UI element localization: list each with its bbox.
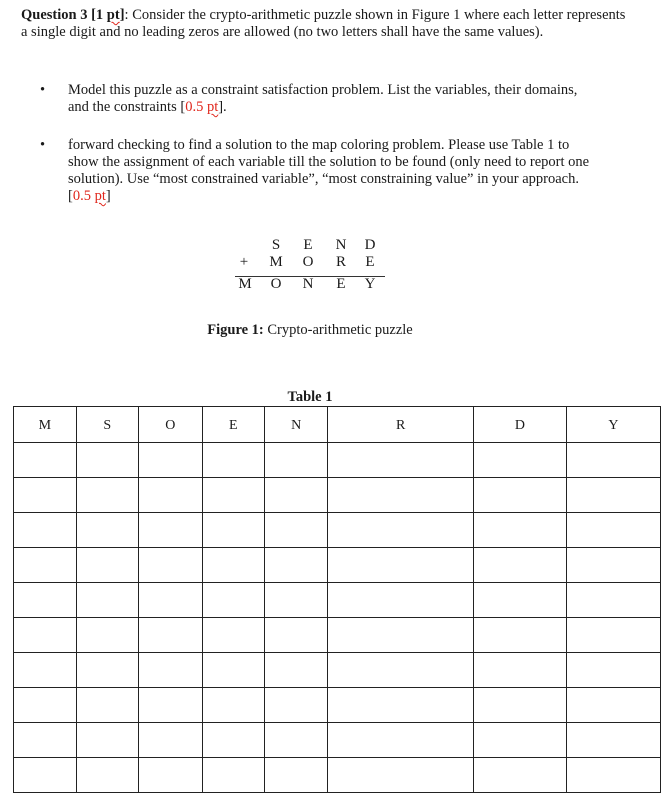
puzzle-row-more: [232, 254, 386, 271]
table-row: [14, 583, 661, 618]
puzzle-letter: E: [336, 276, 346, 292]
bullet-text: Model this puzzle as a constraint satisfaction problem. List the variables, their domains, and the constraints [0.5 pt].: [68, 82, 578, 115]
table-cell-d[interactable]: [473, 618, 566, 653]
table-cell-m[interactable]: [14, 618, 77, 653]
table-cell-o[interactable]: [139, 513, 202, 548]
table-cell-r[interactable]: [328, 583, 473, 618]
table-cell-m[interactable]: [14, 688, 77, 723]
question-title: Question 3 [1 pt]: [21, 7, 125, 23]
table-cell-n[interactable]: [264, 723, 327, 758]
table-cell-s[interactable]: [76, 758, 138, 793]
table-cell-e[interactable]: [202, 758, 264, 793]
table-cell-o[interactable]: [139, 548, 202, 583]
puzzle-letter: M: [269, 254, 283, 270]
puzzle-operator: +: [239, 254, 249, 270]
bullet-dot: •: [40, 82, 46, 98]
table-cell-e[interactable]: [202, 548, 264, 583]
header-cell-s: S: [76, 407, 138, 443]
puzzle-letter: O: [270, 276, 282, 292]
table-cell-r[interactable]: [328, 513, 473, 548]
table-cell-m[interactable]: [14, 478, 77, 513]
table-title: Table 1: [287, 389, 333, 405]
points-value: 0.5 pt: [72, 188, 106, 204]
table-cell-d[interactable]: [473, 548, 566, 583]
table-cell-o[interactable]: [139, 758, 202, 793]
table-cell-e[interactable]: [202, 688, 264, 723]
header-cell-y: Y: [566, 407, 660, 443]
table-cell-s[interactable]: [76, 723, 138, 758]
table-cell-o[interactable]: [139, 723, 202, 758]
table-cell-m[interactable]: [14, 583, 77, 618]
points-value: 0.5 pt: [185, 99, 219, 115]
table-cell-e[interactable]: [202, 583, 264, 618]
table-cell-m[interactable]: [14, 723, 77, 758]
table-cell-e[interactable]: [202, 653, 264, 688]
table-row: [14, 548, 661, 583]
table-cell-r[interactable]: [328, 478, 473, 513]
header-cell-o: O: [139, 407, 202, 443]
assignment-table: [13, 406, 661, 793]
table-cell-m[interactable]: [14, 513, 77, 548]
puzzle-letter: R: [335, 254, 346, 270]
table-cell-d[interactable]: [473, 653, 566, 688]
header-cell-d: D: [473, 407, 566, 443]
puzzle-letter: N: [335, 237, 347, 253]
puzzle-letter: N: [302, 276, 314, 292]
table-cell-o[interactable]: [139, 688, 202, 723]
crypto-puzzle: [232, 237, 386, 293]
puzzle-row-money: [232, 276, 386, 293]
table-cell-n[interactable]: [264, 548, 327, 583]
table-row: [14, 723, 661, 758]
table-cell-n[interactable]: [264, 653, 327, 688]
table-row: [14, 513, 661, 548]
table-cell-e[interactable]: [202, 618, 264, 653]
table-cell-y[interactable]: [566, 653, 660, 688]
table-cell-y[interactable]: [566, 513, 660, 548]
table-cell-n[interactable]: [264, 478, 327, 513]
table-cell-n[interactable]: [264, 583, 327, 618]
bullet-dot: •: [40, 137, 46, 153]
table-cell-o[interactable]: [139, 618, 202, 653]
table-cell-r[interactable]: [328, 548, 473, 583]
table-cell-m[interactable]: [14, 758, 77, 793]
puzzle-letter: O: [302, 254, 314, 270]
table-cell-d[interactable]: [473, 478, 566, 513]
table-cell-d[interactable]: [473, 723, 566, 758]
table-row: [14, 478, 661, 513]
table-cell-s[interactable]: [76, 583, 138, 618]
table-cell-r[interactable]: [328, 723, 473, 758]
table-cell-s[interactable]: [76, 688, 138, 723]
figure-caption: [160, 322, 460, 339]
puzzle-letter: E: [365, 254, 375, 270]
table-cell-y[interactable]: [566, 758, 660, 793]
figure-caption-text: Crypto-arithmetic puzzle: [263, 322, 413, 338]
table-row: [14, 618, 661, 653]
table-row: [14, 688, 661, 723]
header-cell-n: N: [264, 407, 327, 443]
table-header-row: [14, 407, 661, 443]
table-cell-n[interactable]: [264, 758, 327, 793]
table-cell-y[interactable]: [566, 548, 660, 583]
header-cell-e: E: [202, 407, 264, 443]
table-cell-o[interactable]: [139, 653, 202, 688]
table-cell-r[interactable]: [328, 688, 473, 723]
table-cell-s[interactable]: [76, 653, 138, 688]
table-cell-e[interactable]: [202, 723, 264, 758]
figure-label: Figure 1:: [207, 322, 264, 338]
table-cell-d[interactable]: [473, 758, 566, 793]
table-cell-s[interactable]: [76, 443, 138, 478]
puzzle-letter: Y: [364, 276, 376, 292]
table-cell-e[interactable]: [202, 443, 264, 478]
table-cell-r[interactable]: [328, 758, 473, 793]
table-cell-m[interactable]: [14, 548, 77, 583]
table-cell-r[interactable]: [328, 618, 473, 653]
table-cell-o[interactable]: [139, 478, 202, 513]
table-row: [14, 443, 661, 478]
table-cell-n[interactable]: [264, 443, 327, 478]
table-row: [14, 653, 661, 688]
puzzle-row-send: [232, 237, 386, 254]
table-row: [14, 758, 661, 793]
table-cell-s[interactable]: [76, 513, 138, 548]
puzzle-letter: E: [303, 237, 313, 253]
table-cell-y[interactable]: [566, 443, 660, 478]
table-body: [14, 443, 661, 793]
table-cell-o[interactable]: [139, 443, 202, 478]
table-cell-y[interactable]: [566, 688, 660, 723]
table-cell-y[interactable]: [566, 618, 660, 653]
table-cell-r[interactable]: [328, 443, 473, 478]
table-cell-n[interactable]: [264, 618, 327, 653]
table-cell-s[interactable]: [76, 618, 138, 653]
bullet-text: forward checking to find a solution to the map coloring problem. Please use Table 1 to show the assignment of each variable till the solution to be found (only need to report one solution). Use “most constrained variable”, “most constraining value” in your approach. [0.5 pt]: [68, 137, 590, 204]
header-cell-r: R: [328, 407, 473, 443]
table-cell-d[interactable]: [473, 513, 566, 548]
table-cell-y[interactable]: [566, 583, 660, 618]
puzzle-letter: S: [271, 237, 281, 253]
table-cell-n[interactable]: [264, 688, 327, 723]
table-cell-o[interactable]: [139, 583, 202, 618]
table-cell-e[interactable]: [202, 513, 264, 548]
table-cell-n[interactable]: [264, 513, 327, 548]
puzzle-letter: D: [364, 237, 376, 253]
table-cell-e[interactable]: [202, 478, 264, 513]
table-cell-m[interactable]: [14, 653, 77, 688]
header-cell-m: M: [14, 407, 77, 443]
table-cell-y[interactable]: [566, 723, 660, 758]
question-paragraph: [21, 7, 631, 41]
table-cell-d[interactable]: [473, 443, 566, 478]
table-cell-y[interactable]: [566, 478, 660, 513]
table-cell-s[interactable]: [76, 548, 138, 583]
puzzle-letter: M: [238, 276, 252, 292]
table-cell-r[interactable]: [328, 653, 473, 688]
question-text: : Consider the crypto-arithmetic puzzle shown in Figure 1 where each letter represents a single digit and no leading zeros are allowed (no two letters shall have the same values).: [21, 7, 626, 40]
table-cell-m[interactable]: [14, 443, 77, 478]
table-cell-s[interactable]: [76, 478, 138, 513]
table-cell-d[interactable]: [473, 688, 566, 723]
table-cell-d[interactable]: [473, 583, 566, 618]
